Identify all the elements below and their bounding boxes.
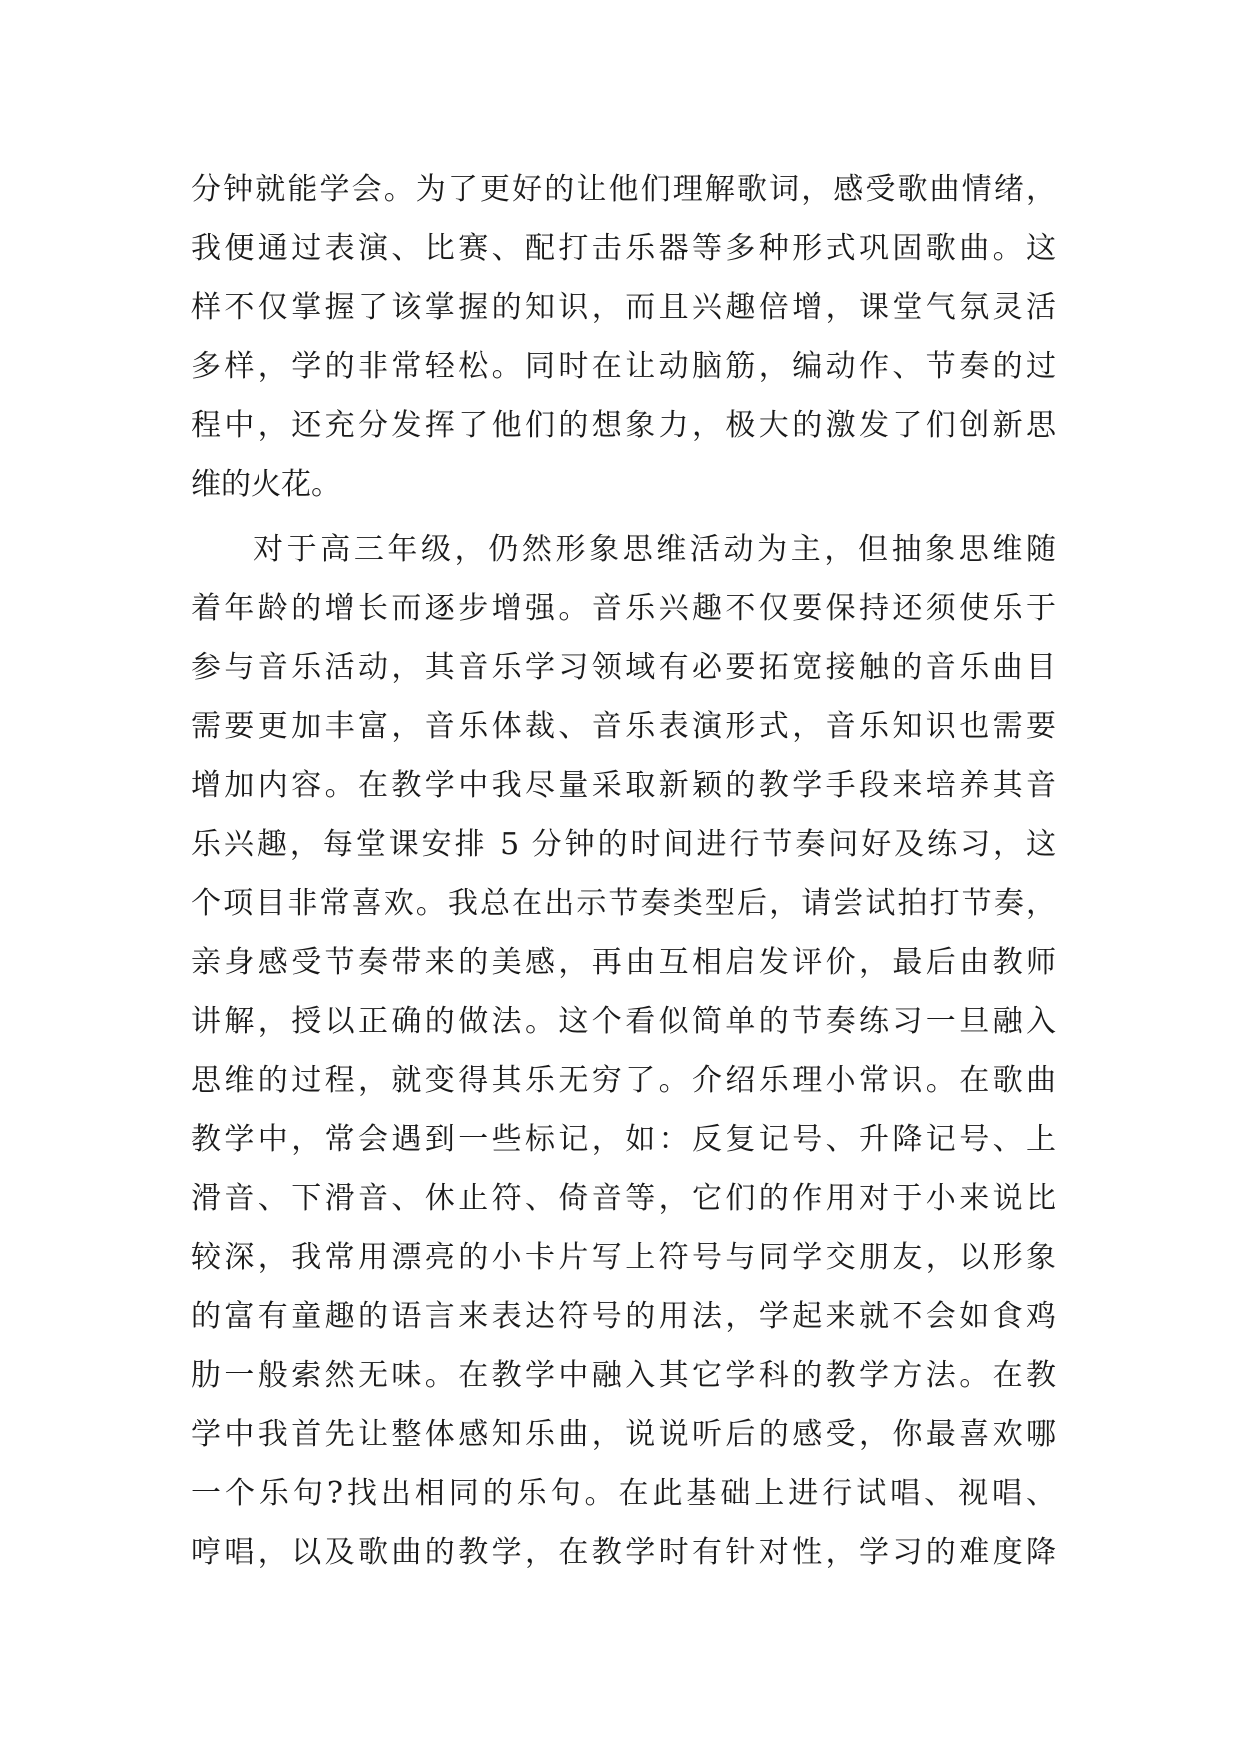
text-line: 程中，还充分发挥了他们的想象力，极大的激发了们创新思	[191, 408, 1056, 443]
text-line: 一个乐句?找出相同的乐句。在此基础上进行试唱、视唱、	[191, 1476, 1056, 1511]
text-line: 多样，学的非常轻松。同时在让动脑筋，编动作、节奏的过	[191, 349, 1056, 384]
text-line: 增加内容。在教学中我尽量采取新颖的教学手段来培养其音	[191, 768, 1056, 803]
text-line: 哼唱，以及歌曲的教学，在教学时有针对性，学习的难度降	[191, 1535, 1056, 1570]
text-line: 讲解，授以正确的做法。这个看似简单的节奏练习一旦融入	[191, 1004, 1056, 1039]
text-line: 滑音、下滑音、休止符、倚音等，它们的作用对于小来说比	[191, 1181, 1056, 1216]
body-text	[191, 168, 1056, 1590]
text-line: 的富有童趣的语言来表达符号的用法，学起来就不会如食鸡	[191, 1299, 1056, 1334]
text-line: 样不仅掌握了该掌握的知识，而且兴趣倍增，课堂气氛灵活	[191, 290, 1056, 325]
text-line: 对于高三年级，仍然形象思维活动为主，但抽象思维随	[253, 532, 1056, 567]
text-line: 维的火花。	[191, 467, 341, 502]
text-line: 参与音乐活动，其音乐学习领域有必要拓宽接触的音乐曲目	[191, 650, 1056, 685]
text-line: 思维的过程，就变得其乐无穷了。介绍乐理小常识。在歌曲	[191, 1063, 1056, 1098]
text-line: 教学中，常会遇到一些标记，如：反复记号、升降记号、上	[191, 1122, 1056, 1157]
paragraph-2	[191, 528, 1056, 1575]
text-line: 肋一般索然无味。在教学中融入其它学科的教学方法。在教	[191, 1358, 1056, 1393]
text-line: 我便通过表演、比赛、配打击乐器等多种形式巩固歌曲。这	[191, 231, 1056, 266]
text-line: 学中我首先让整体感知乐曲，说说听后的感受，你最喜欢哪	[191, 1417, 1056, 1452]
text-line: 需要更加丰富，音乐体裁、音乐表演形式，音乐知识也需要	[191, 709, 1056, 744]
text-line: 个项目非常喜欢。我总在出示节奏类型后，请尝试拍打节奏，	[191, 886, 1056, 921]
text-line: 较深，我常用漂亮的小卡片写上符号与同学交朋友，以形象	[191, 1240, 1056, 1275]
text-line: 分钟就能学会。为了更好的让他们理解歌词，感受歌曲情绪，	[191, 172, 1056, 207]
text-line: 亲身感受节奏带来的美感，再由互相启发评价，最后由教师	[191, 945, 1056, 980]
text-line: 乐兴趣，每堂课安排 5 分钟的时间进行节奏问好及练习，这	[191, 827, 1056, 862]
text-line: 着年龄的增长而逐步增强。音乐兴趣不仅要保持还须使乐于	[191, 591, 1056, 626]
paragraph-1	[191, 168, 1056, 507]
